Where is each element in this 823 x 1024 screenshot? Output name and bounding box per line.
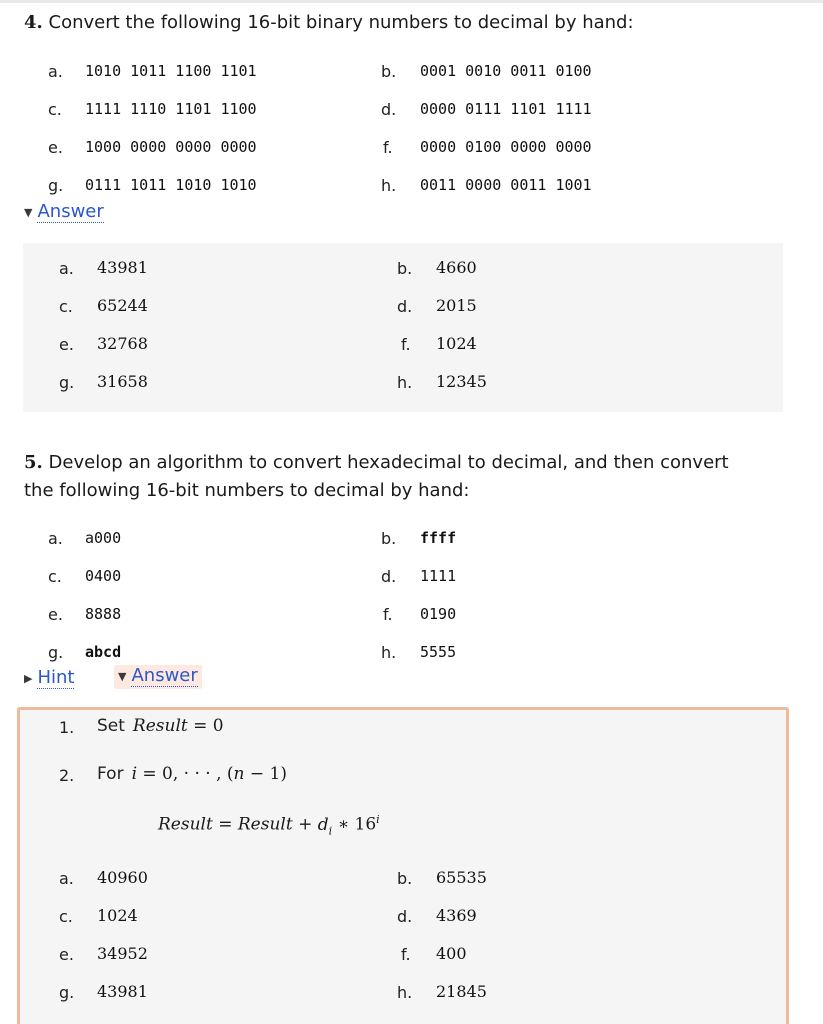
q5-item-label: h.	[381, 643, 397, 662]
q4-answer-label: b.	[397, 259, 413, 278]
step-2-formula: i = 0, · · · , (n − 1)	[131, 764, 287, 784]
q5-answer-panel	[17, 707, 789, 1024]
q4-title	[24, 9, 634, 36]
q5-item-label: d.	[381, 567, 397, 586]
q5-item-value: 5555	[420, 643, 457, 661]
q4-answer-value: 1024	[436, 334, 477, 353]
q4-item-label: d.	[381, 100, 397, 119]
q5-answer-toggle[interactable]	[114, 665, 202, 689]
q4-item-value: 0001 0010 0011 0100	[420, 62, 592, 80]
q5-item-label: g.	[48, 643, 64, 662]
step-1-formula: Result = 0	[132, 716, 224, 736]
q4-answer-label: g.	[59, 373, 75, 392]
q5-answer-label: d.	[397, 907, 413, 926]
q4-answer-label: e.	[59, 335, 74, 354]
q5-item-value: 0400	[85, 567, 122, 585]
q5-answer-label: f.	[401, 945, 411, 964]
q5-answer-toggle-label: Answer	[131, 665, 198, 686]
q4-answer-value: 31658	[97, 372, 148, 391]
q5-item-label: e.	[48, 605, 63, 624]
q5-answer-label: h.	[397, 983, 413, 1002]
q5-answer-value: 43981	[97, 982, 148, 1001]
q4-item-label: a.	[48, 62, 63, 81]
q5-answer-value: 40960	[97, 868, 148, 887]
q4-item-value: 1000 0000 0000 0000	[85, 138, 257, 156]
q5-answer-label: a.	[59, 869, 74, 888]
collapsed-triangle-icon: ▶	[24, 672, 33, 685]
expanded-triangle-icon: ▼	[118, 670, 127, 683]
q5-answer-label: g.	[59, 983, 75, 1002]
q4-answer-value: 43981	[97, 258, 148, 277]
q5-answer-value: 34952	[97, 944, 148, 963]
step-text: For	[97, 764, 124, 784]
q4-number: 4.	[24, 12, 43, 33]
q4-answer-label: c.	[59, 297, 73, 316]
q4-answer-value: 32768	[97, 334, 148, 353]
q5-answer-value: 400	[436, 944, 467, 963]
result-formula: Result = Result + $d_i$ ∗ 16$^i$	[158, 813, 380, 838]
q5-item-value: 8888	[85, 605, 122, 623]
q4-answer-label: a.	[59, 259, 74, 278]
q4-answer-label: f.	[401, 335, 411, 354]
q4-item-label: h.	[381, 176, 397, 195]
q5-text-line2: the following 16-bit numbers to decimal by hand:	[24, 480, 470, 501]
q5-item-label: a.	[48, 529, 63, 548]
q4-answer-value: 4660	[436, 258, 477, 277]
q4-item-label: f.	[383, 138, 393, 157]
q5-item-value: ffff	[420, 529, 457, 547]
q4-answer-toggle[interactable]	[24, 202, 104, 223]
top-divider	[0, 0, 823, 3]
q5-answer-value: 4369	[436, 906, 477, 925]
q4-item-value: 1010 1011 1100 1101	[85, 62, 257, 80]
q4-answer-toggle-label: Answer	[37, 201, 104, 222]
q5-title	[24, 449, 729, 476]
q4-text: Convert the following 16-bit binary numbers to decimal by hand:	[48, 12, 634, 33]
step-1	[97, 716, 224, 736]
q4-item-value: 0000 0111 1101 1111	[420, 100, 592, 118]
q5-hint-toggle[interactable]	[24, 668, 74, 689]
q4-item-label: c.	[48, 100, 62, 119]
q5-answer-label: c.	[59, 907, 73, 926]
q4-item-label: b.	[381, 62, 397, 81]
q5-text-line1: Develop an algorithm to convert hexadecimal to decimal, and then convert	[48, 452, 729, 473]
q5-item-value: 0190	[420, 605, 457, 623]
step-label: 1.	[59, 718, 75, 737]
q4-answer-label: d.	[397, 297, 413, 316]
q4-item-label: g.	[48, 176, 64, 195]
step-text: Set	[97, 716, 125, 736]
q5-item-value: a000	[85, 529, 122, 547]
q4-item-value: 0111 1011 1010 1010	[85, 176, 257, 194]
q5-answer-label: b.	[397, 869, 413, 888]
q4-answer-value: 12345	[436, 372, 487, 391]
q5-item-label: f.	[383, 605, 393, 624]
q5-answer-value: 1024	[97, 906, 138, 925]
q4-item-value: 1111 1110 1101 1100	[85, 100, 257, 118]
q5-item-value: abcd	[85, 643, 122, 661]
expanded-triangle-icon: ▼	[24, 206, 33, 219]
q5-answer-label: e.	[59, 945, 74, 964]
q4-item-label: e.	[48, 138, 63, 157]
q4-answer-value: 2015	[436, 296, 477, 315]
q5-item-label: b.	[381, 529, 397, 548]
q4-answer-label: h.	[397, 373, 413, 392]
q4-answer-value: 65244	[97, 296, 148, 315]
q5-number: 5.	[24, 452, 43, 473]
q4-item-value: 0000 0100 0000 0000	[420, 138, 592, 156]
step-2	[97, 764, 287, 784]
q5-item-value: 1111	[420, 567, 457, 585]
q5-answer-value: 65535	[436, 868, 487, 887]
q5-item-label: c.	[48, 567, 62, 586]
step-label: 2.	[59, 766, 75, 785]
q5-hint-toggle-label: Hint	[37, 667, 75, 688]
q4-item-value: 0011 0000 0011 1001	[420, 176, 592, 194]
q5-answer-value: 21845	[436, 982, 487, 1001]
